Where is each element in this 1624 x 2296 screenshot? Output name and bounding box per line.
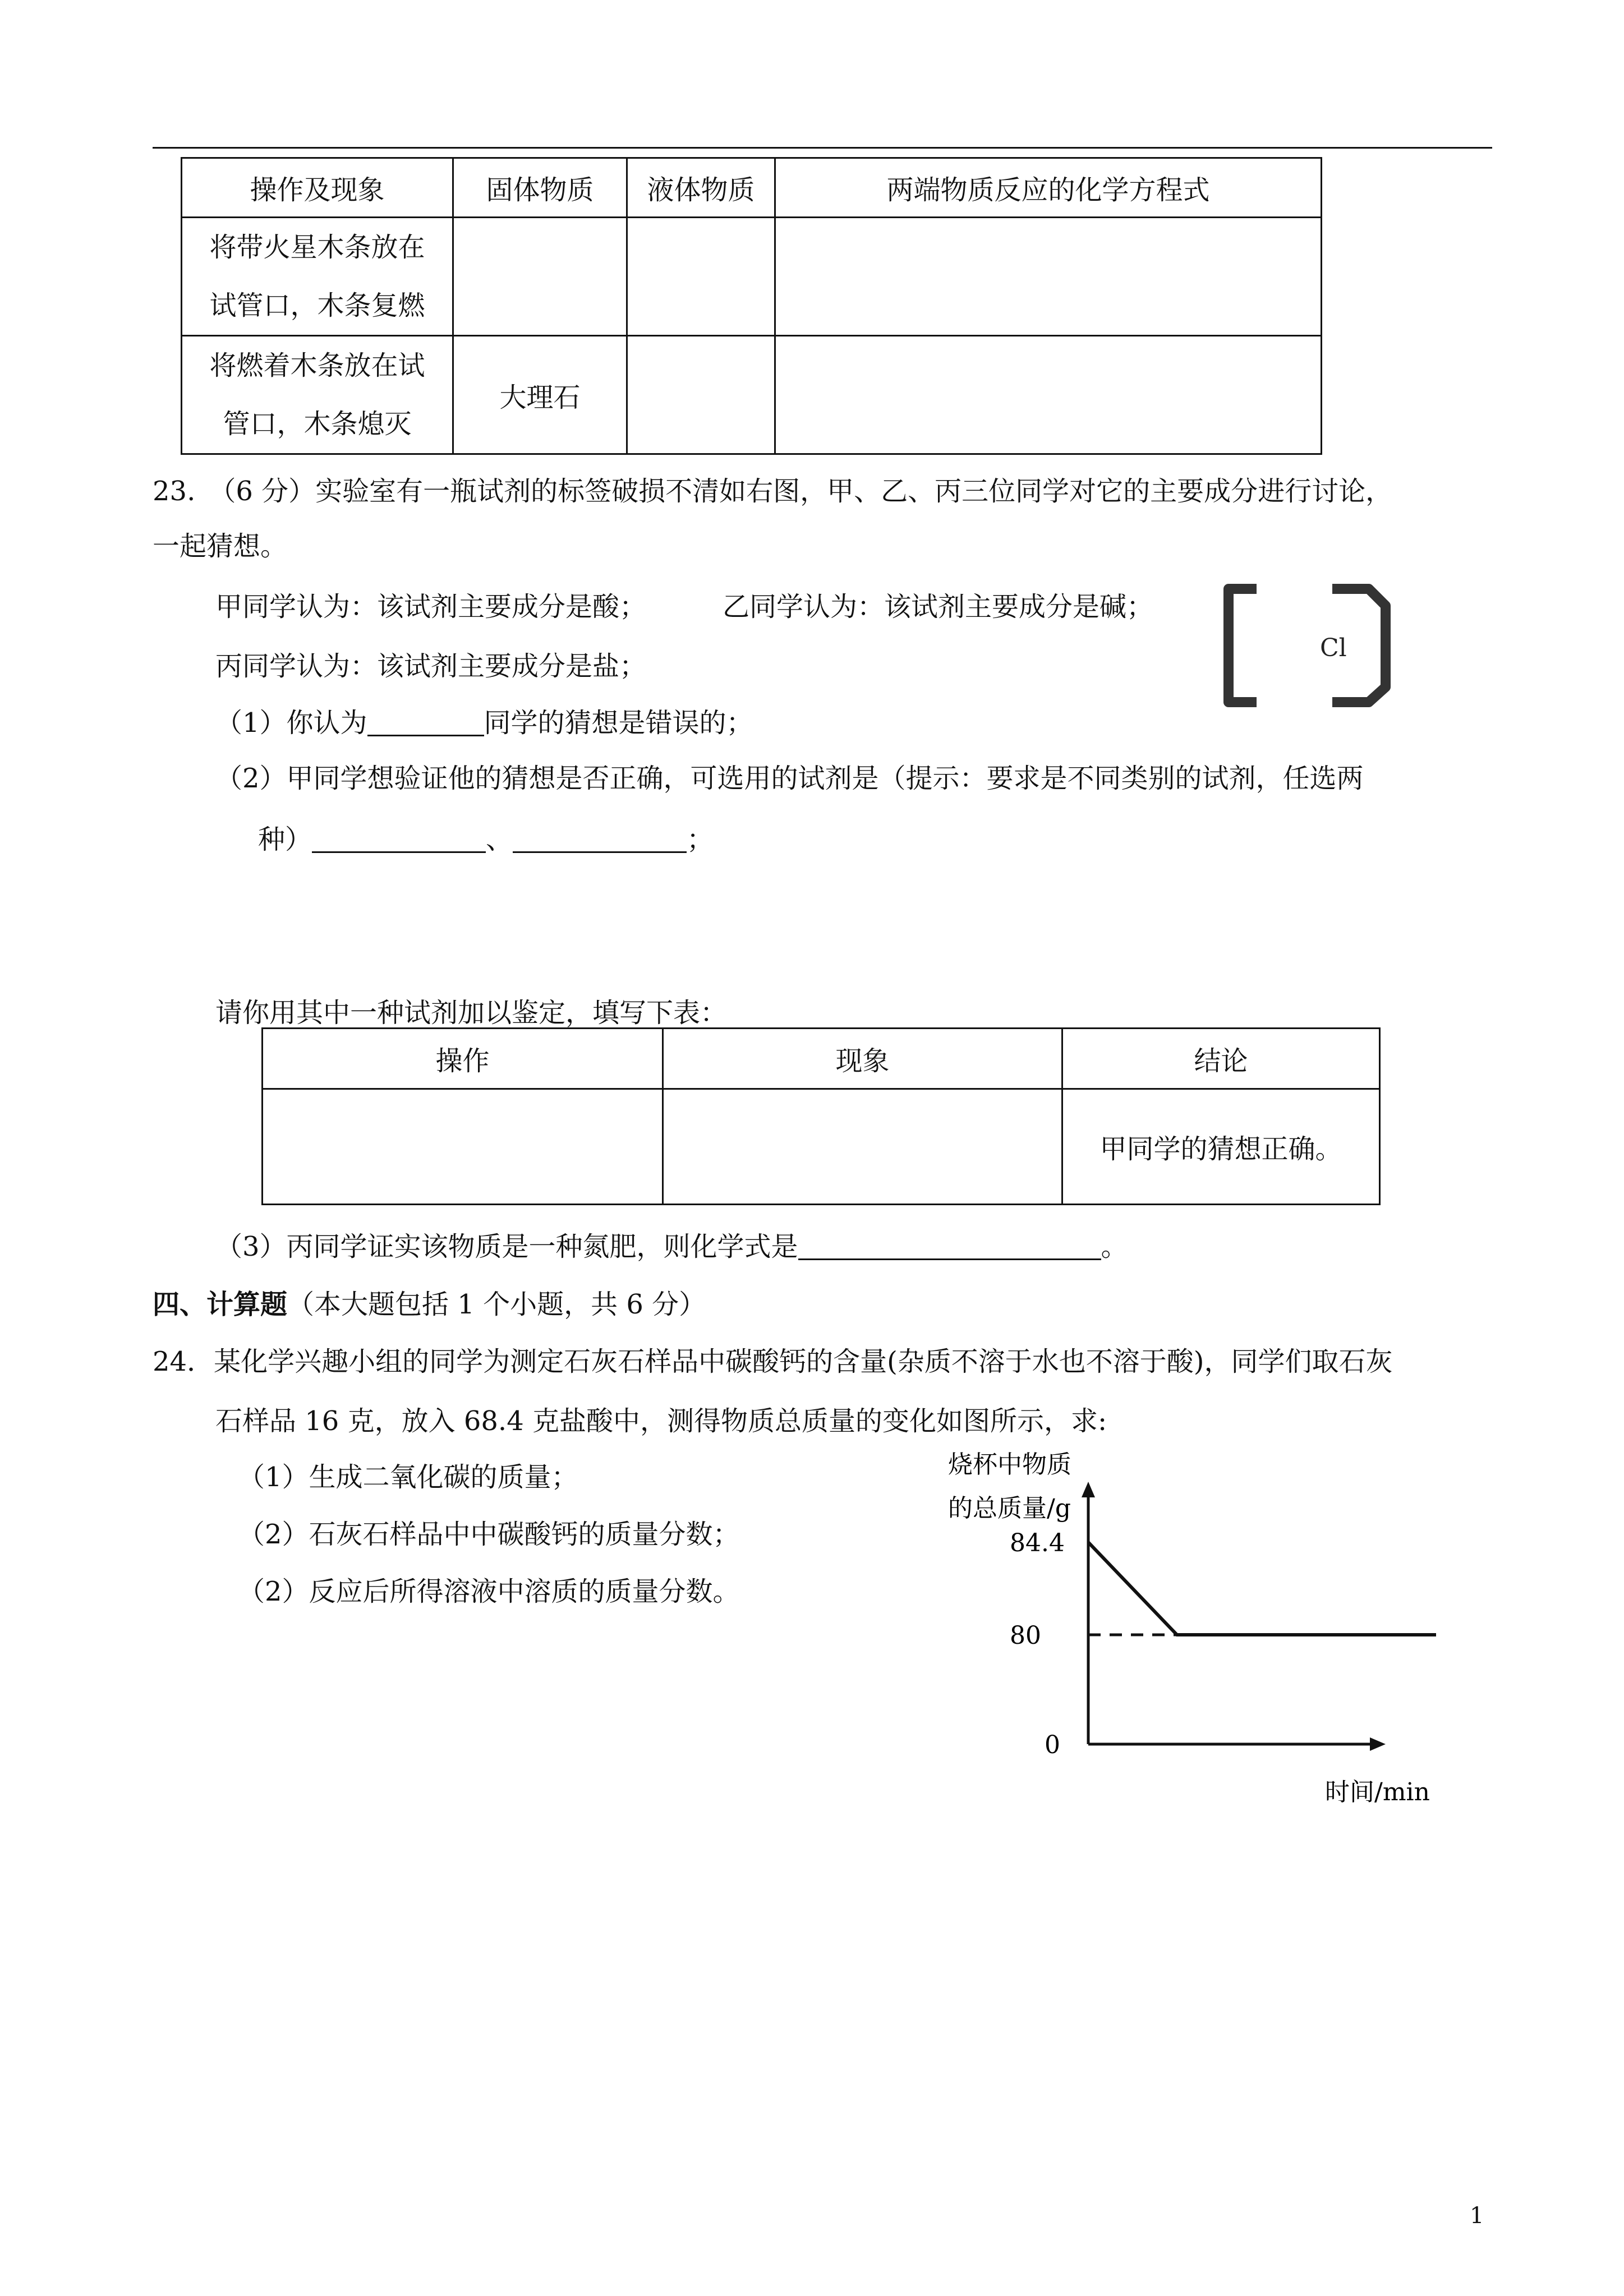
answer-blank-2[interactable] [312, 824, 486, 853]
q23-part2-prefix: 种） [258, 824, 312, 855]
table-cell [663, 1089, 1062, 1205]
table-cell [775, 218, 1322, 336]
table-header-cell: 结论 [1062, 1029, 1380, 1089]
q23-bing: 丙同学认为：该试剂主要成分是盐； [215, 651, 647, 682]
section-note: （本大题包括 1 个小题，共 6 分） [287, 1289, 706, 1320]
table-header-cell: 现象 [663, 1029, 1062, 1089]
q23-heading: 23. （6 分）实验室有一瓶试剂的标签破损不清如右图，甲、乙、丙三位同学对它的主要成分进行讨论， [153, 476, 1393, 507]
x-axis-arrow-icon [1370, 1737, 1386, 1751]
q24-line1: 24．某化学兴趣小组的同学为测定石灰石样品中碳酸钙的含量(杂质不溶于水也不溶于酸)，同学们取石灰 [153, 1346, 1393, 1377]
label-text: Cl [1320, 634, 1347, 662]
q23-yi: 乙同学认为：该试剂主要成分是碱； [723, 591, 1154, 623]
y-tick-label: 0 [1045, 1731, 1060, 1759]
q24-sub1: （1）生成二氧化碳的质量； [238, 1461, 578, 1493]
y-tick-label: 84.4 [1010, 1529, 1065, 1557]
end-mark: 。 [1101, 1231, 1128, 1262]
separator: 、 [486, 824, 513, 855]
q23-jia: 甲同学认为：该试剂主要成分是酸； [215, 591, 647, 623]
table-cell [627, 336, 775, 454]
table-header-cell: 固体物质 [453, 158, 627, 218]
q23-part2-cont [258, 824, 714, 853]
identification-table [261, 1027, 1381, 1205]
end-mark: ； [687, 824, 714, 855]
y-axis-arrow-icon [1082, 1482, 1095, 1497]
q23-part1 [215, 707, 753, 739]
section-title: 四、计算题 [153, 1289, 288, 1320]
answer-blank-4[interactable] [798, 1232, 1101, 1260]
q23-part2: （2）甲同学想验证他的猜想是否正确，可选用的试剂是（提示：要求是不同类别的试剂，任选两 [215, 763, 1364, 794]
page-number: 1 [1470, 2203, 1484, 2229]
table-header-cell: 操作及现象 [182, 158, 453, 218]
q23-part1-suffix: 同学的猜想是错误的； [484, 707, 753, 739]
answer-blank-1[interactable] [367, 708, 484, 736]
q23-part1-prefix: （1）你认为 [215, 707, 367, 739]
y-axis-label-line1: 烧杯中物质 [948, 1450, 1071, 1479]
q24-sub2: （2）石灰石样品中中碳酸钙的质量分数； [238, 1519, 740, 1550]
table-cell [627, 218, 775, 336]
table-cell: 大理石 [453, 336, 627, 454]
y-axis-label-line2: 的总质量/g [948, 1494, 1071, 1523]
table-cell [263, 1089, 663, 1205]
table-cell: 将带火星木条放在 试管口，木条复燃 [182, 218, 453, 336]
q23-ask: 请你用其中一种试剂加以鉴定，填写下表： [215, 997, 728, 1029]
y-tick-label: 80 [1010, 1621, 1041, 1650]
table-header-cell: 液体物质 [627, 158, 775, 218]
q23-part3 [215, 1232, 1128, 1260]
experiment-table [181, 157, 1322, 455]
series-line [1088, 1542, 1436, 1635]
q23-heading-cont: 一起猜想。 [153, 531, 288, 562]
table-cell: 甲同学的猜想正确。 [1062, 1089, 1380, 1205]
table-header-cell: 两端物质反应的化学方程式 [775, 158, 1322, 218]
q24-sub3: （2）反应后所得溶液中溶质的质量分数。 [238, 1576, 740, 1607]
section-heading [153, 1291, 706, 1318]
table-header-cell: 操作 [263, 1029, 663, 1089]
table-cell: 将燃着木条放在试 管口，木条熄灭 [182, 336, 453, 454]
table-cell [775, 336, 1322, 454]
q23-part3-prefix: （3）丙同学证实该物质是一种氮肥，则化学式是 [215, 1231, 798, 1262]
x-axis-label: 时间/min [1325, 1778, 1430, 1806]
table-cell [453, 218, 627, 336]
torn-label-figure [1217, 578, 1397, 712]
header-rule [153, 147, 1492, 149]
mass-time-chart [920, 1441, 1436, 1834]
q24-line2: 石样品 16 克，放入 68.4 克盐酸中，测得物质总质量的变化如图所示，求: [215, 1405, 1107, 1437]
answer-blank-3[interactable] [513, 824, 687, 853]
